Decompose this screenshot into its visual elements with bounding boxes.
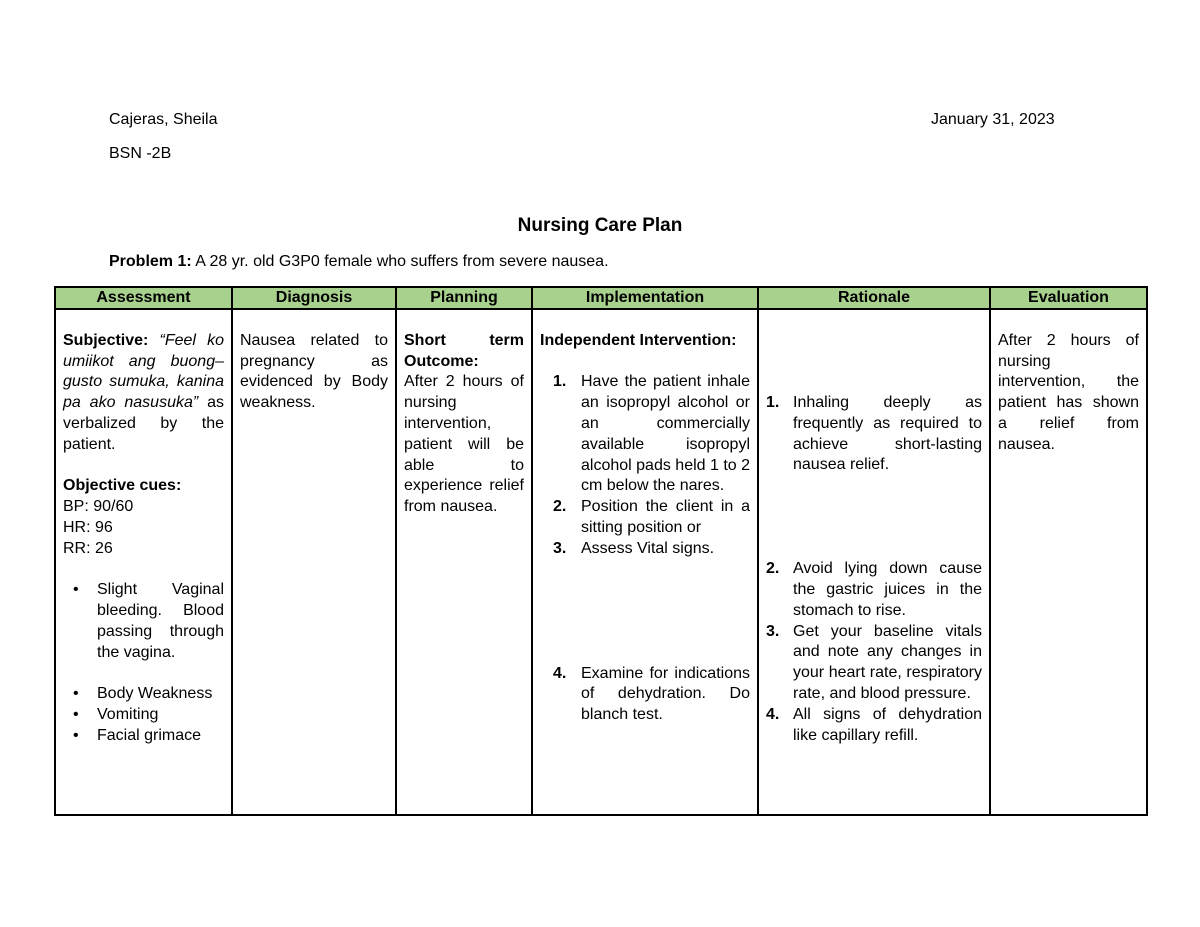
planning-label: Short term Outcome: bbox=[404, 331, 524, 370]
student-name: Cajeras, Sheila bbox=[109, 111, 218, 128]
vital-hr: HR: 96 bbox=[63, 518, 113, 536]
student-section: BSN -2B bbox=[109, 145, 172, 162]
step-number: 3. bbox=[553, 539, 567, 557]
list-item: • Body Weakness bbox=[97, 684, 224, 705]
subjective-data bbox=[63, 331, 224, 456]
rationale-number: 1. bbox=[766, 394, 780, 411]
rationale-text: All signs of dehydration like capillary refill. bbox=[793, 705, 982, 744]
step-text: Have the patient inhale an isopropyl alcohol or an commercially available isopropyl alcohol pads held 1 to 2 cm below the nares. bbox=[581, 373, 751, 495]
objective-cues-list-2 bbox=[63, 684, 224, 746]
list-item bbox=[553, 372, 751, 497]
header-assessment: Assessment bbox=[55, 287, 232, 309]
intervention-list bbox=[540, 372, 750, 726]
subjective-quote: “Feel ko umiikot ang buong–gusto sumuka, kanina pa ako nasusuka” bbox=[63, 331, 224, 412]
evaluation-text: After 2 hours of nursing intervention, the patient has shown a relief from nausea. bbox=[998, 331, 1139, 453]
list-item: • Facial grimace bbox=[97, 726, 224, 747]
document-date: January 31, 2023 bbox=[931, 111, 1055, 128]
rationale-text: Avoid lying down cause the gastric juices in the stomach to rise. bbox=[793, 560, 982, 619]
rationale-text: Get your baseline vitals and note any changes in your heart rate, respiratory rate, and blood pressure. bbox=[793, 622, 982, 702]
subjective-label: Subjective: bbox=[63, 331, 149, 349]
rationale-cell bbox=[758, 309, 990, 815]
header-rationale: Rationale bbox=[758, 287, 990, 309]
table-header-row bbox=[55, 287, 1147, 309]
implementation-label: Independent Intervention: bbox=[540, 331, 737, 349]
list-item bbox=[553, 539, 750, 560]
list-item: • Vomiting bbox=[97, 705, 224, 726]
rationale-number: 2. bbox=[766, 560, 780, 578]
vital-bp: BP: 90/60 bbox=[63, 498, 134, 516]
page-title: Nursing Care Plan bbox=[517, 215, 683, 236]
header-evaluation: Evaluation bbox=[990, 287, 1147, 309]
objective-label: Objective cues: bbox=[63, 477, 182, 495]
list-item bbox=[553, 497, 750, 539]
care-plan-table bbox=[54, 286, 1148, 816]
diagnosis-text: Nausea related to pregnancy as evidenced by Body weakness. bbox=[240, 331, 388, 412]
step-text: Examine for indications of dehydration. Do blanch test. bbox=[581, 664, 750, 724]
assessment-cell bbox=[55, 309, 232, 815]
implementation-cell bbox=[532, 309, 758, 815]
problem-text: A 28 yr. old G3P0 female who suffers from severe nausea. bbox=[195, 253, 609, 270]
list-item bbox=[553, 664, 750, 726]
problem-label: Problem 1: bbox=[109, 253, 192, 270]
header-diagnosis: Diagnosis bbox=[232, 287, 396, 309]
list-item bbox=[766, 622, 982, 705]
diagnosis-cell bbox=[232, 309, 396, 815]
rationale-number: 4. bbox=[766, 705, 780, 723]
list-item: • Slight Vaginal bleeding. Blood passing through the vagina. bbox=[97, 580, 224, 663]
table-row bbox=[55, 309, 1147, 815]
header-planning: Planning bbox=[396, 287, 532, 309]
header-implementation: Implementation bbox=[532, 287, 758, 309]
problem-statement bbox=[109, 253, 609, 271]
planning-cell bbox=[396, 309, 532, 815]
step-text: Position the client in a sitting position or bbox=[581, 498, 750, 536]
rationale-number: 3. bbox=[766, 622, 780, 640]
vital-rr: RR: 26 bbox=[63, 539, 113, 557]
evaluation-cell bbox=[990, 309, 1147, 815]
step-text: Assess Vital signs. bbox=[581, 539, 715, 557]
step-number: 1. bbox=[553, 373, 567, 391]
step-number: 4. bbox=[553, 664, 567, 682]
rationale-list bbox=[766, 393, 982, 746]
subjective-tail: as verbalized by the patient. bbox=[63, 394, 224, 453]
rationale-text: Inhaling deeply as frequently as required to achieve short-lasting nausea relief. bbox=[793, 394, 982, 474]
planning-text: After 2 hours of nursing intervention, patient will be able to experience relief from nausea. bbox=[404, 373, 524, 516]
list-item bbox=[766, 559, 982, 621]
step-number: 2. bbox=[553, 498, 567, 516]
list-item bbox=[766, 705, 982, 747]
objective-cues-list bbox=[63, 580, 224, 663]
list-item bbox=[766, 393, 982, 476]
